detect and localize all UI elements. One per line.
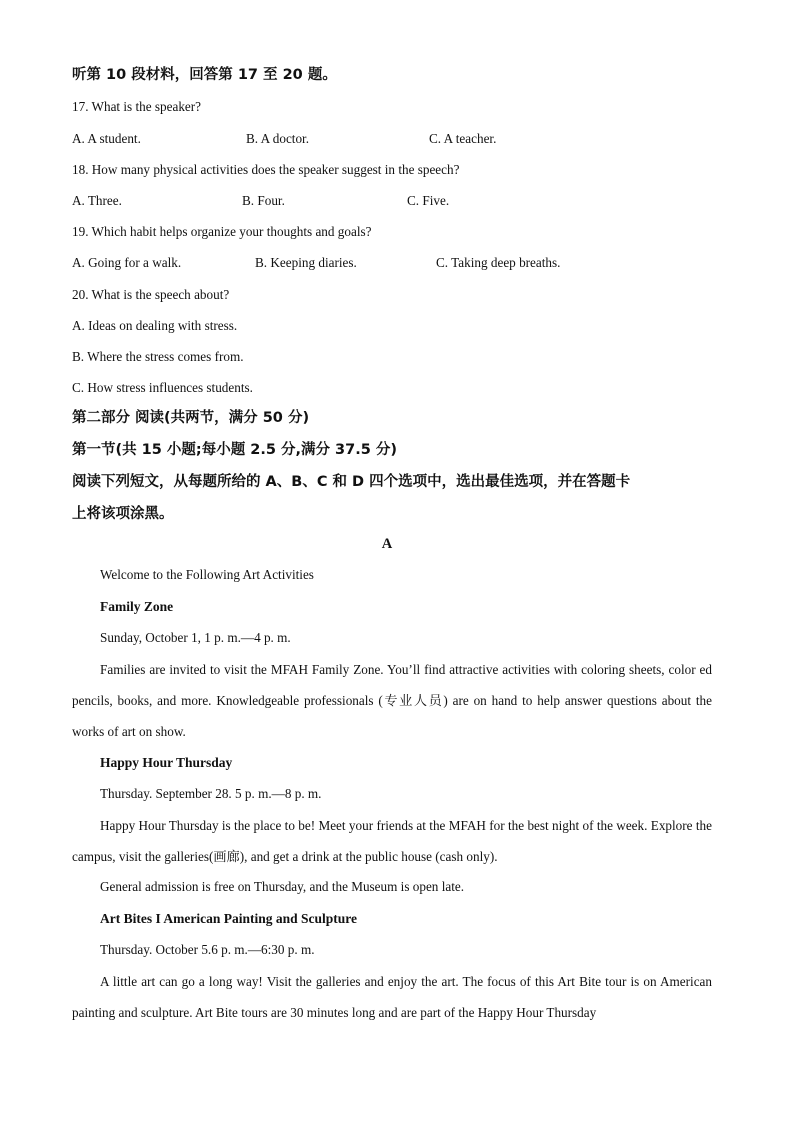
question-20-option-a: A. Ideas on dealing with stress. [72,318,238,333]
question-19: 19. Which habit helps organize your thoughts and goals? [72,224,372,239]
happy-hour-time: Thursday. September 28. 5 p. m.—8 p. m. [100,786,322,801]
option-c: C. A teacher. [429,131,497,146]
question-18: 18. How many physical activities does the speaker suggest in the speech? [72,162,460,177]
family-zone-time: Sunday, October 1, 1 p. m.—4 p. m. [100,630,291,645]
reading-part-title: 第二部分 阅读(共两节，满分 50 分) [72,410,310,426]
reading-instructions-line-2: 上将该项涂黑。 [72,506,174,522]
option-a: A. Three. [72,193,122,208]
option-c: C. Five. [407,193,450,208]
question-17: 17. What is the speaker? [72,99,202,114]
art-bites-time: Thursday. October 5.6 p. m.—6:30 p. m. [100,942,315,957]
option-a: A. Going for a walk. [72,255,182,270]
option-c: C. Taking deep breaths. [436,255,561,270]
option-b: B. A doctor. [246,131,310,146]
happy-hour-title: Happy Hour Thursday [100,755,233,770]
family-zone-body: Families are invited to visit the MFAH Family Zone. You’ll find attractive activities with coloring sheets, color ed pencils, books, and more. Knowledgeable professionals (专业人员) are on hand to help answer questions about the works of art on show. [72,662,712,739]
question-18-options [72,192,712,210]
question-20-option-c: C. How stress influences students. [72,380,253,395]
happy-hour-note: General admission is free on Thursday, and the Museum is open late. [100,879,465,894]
option-b: B. Four. [242,193,285,208]
reading-instructions-line-1: 阅读下列短文，从每题所给的 A、B、C 和 D 四个选项中，选出最佳选项，并在答题卡 [72,474,631,490]
option-b: B. Keeping diaries. [255,255,357,270]
question-17-options [72,130,712,148]
listening-section-header: 听第 10 段材料，回答第 17 至 20 题。 [72,67,337,83]
question-19-options [72,254,712,272]
question-20: 20. What is the speech about? [72,287,230,302]
passage-label: A [381,536,393,552]
reading-section-title: 第一节(共 15 小题;每小题 2.5 分,满分 37.5 分) [72,442,397,458]
option-a: A. A student. [72,131,141,146]
passage-intro: Welcome to the Following Art Activities [100,567,314,582]
art-bites-title: Art Bites I American Painting and Sculpture [100,911,358,926]
question-20-option-b: B. Where the stress comes from. [72,349,244,364]
happy-hour-body: Happy Hour Thursday is the place to be! Meet your friends at the MFAH for the best night of the week. Explore the campus, visit the galleries(画廊), and get a drink at the public house (cash only). [72,818,712,864]
art-bites-body: A little art can go a long way! Visit the galleries and enjoy the art. The focus of this Art Bite tour is on American painting and sculpture. Art Bite tours are 30 minutes long and are part of the Happy Hour Thursday [72,974,712,1020]
family-zone-title: Family Zone [100,599,174,614]
